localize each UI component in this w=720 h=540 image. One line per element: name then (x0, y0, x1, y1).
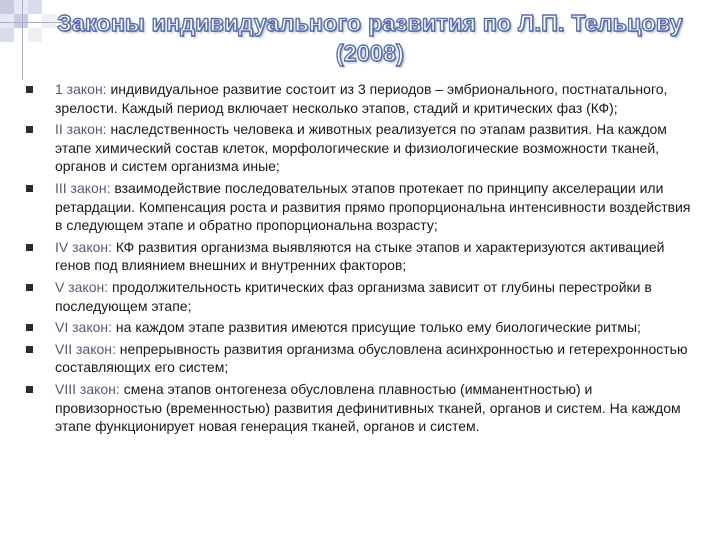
square-bullet-icon (26, 86, 33, 93)
law-text: взаимодействие последовательных этапов протекает по принципу акселерации или ретардации. Компенсация роста и развития прямо пропорциональна интенсивности воздействия в следующем этапе и обратно пропорциональна возрасту; (55, 179, 691, 234)
square-bullet-icon (26, 346, 33, 353)
law-item-1 (26, 80, 696, 117)
square-bullet-icon (26, 284, 33, 291)
law-number: VIII закон: (55, 380, 124, 397)
square-bullet-icon (26, 244, 33, 251)
law-number: VII закон: (55, 340, 120, 357)
slide-title: Законы индивидуального развития по Л.П. Тельцову (2008) (57, 10, 683, 66)
law-number: III закон: (55, 179, 115, 196)
law-item-5 (26, 278, 696, 315)
square-bullet-icon (26, 126, 33, 133)
square-bullet-icon (26, 324, 33, 331)
law-number: II закон: (55, 121, 111, 138)
law-text: на каждом этапе развития имеются присущие только ему биологические ритмы; (115, 319, 641, 336)
law-text: непрерывность развития организма обусловлена асинхронностью и гетерехронностью составляющих его систем; (55, 340, 688, 376)
law-item-7 (26, 340, 696, 377)
deco-square (0, 14, 14, 28)
law-item-8 (26, 380, 696, 436)
law-item-4 (26, 238, 696, 275)
deco-square (14, 0, 28, 14)
deco-vertical-line (22, 0, 23, 80)
deco-square (14, 14, 28, 28)
law-item-2 (26, 120, 696, 176)
deco-square (0, 28, 14, 42)
square-bullet-icon (26, 386, 33, 393)
law-number: VI закон: (55, 319, 116, 336)
law-number: 1 закон: (55, 81, 111, 97)
law-text: КФ развития организма выявляются на стыке этапов и характеризуются активацией генов под влиянием внешних и внутренних факторов; (55, 238, 665, 274)
law-text: продолжительность критических фаз организма зависит от глубины перестройки в последующем этапе; (55, 278, 652, 314)
law-number: V закон: (55, 278, 113, 295)
law-text: смена этапов онтогенеза обусловлена плавностью (имманентностью) и провизорностью (временностью) развития дефинитивных тканей, органов и систем. На каждом этапе функционирует новая генерация тканей, органов и систем. (55, 380, 681, 435)
law-item-3 (26, 179, 696, 235)
law-text: наследственность человека и животных реализуется по этапам развития. На каждом этапе химический состав клеток, морфологические и физиологические возможности тканей, органов и систем организма иные; (55, 121, 667, 175)
law-number: IV закон: (55, 238, 116, 255)
square-bullet-icon (26, 185, 33, 192)
law-text: индивидуальное развитие состоит из 3 периодов – эмбрионального, постнатального, зрелости. Каждый период включает несколько этапов, стадий и критических фаз (КФ); (55, 81, 668, 116)
law-item-6 (26, 318, 696, 337)
laws-list (26, 80, 696, 439)
deco-square (0, 0, 14, 14)
